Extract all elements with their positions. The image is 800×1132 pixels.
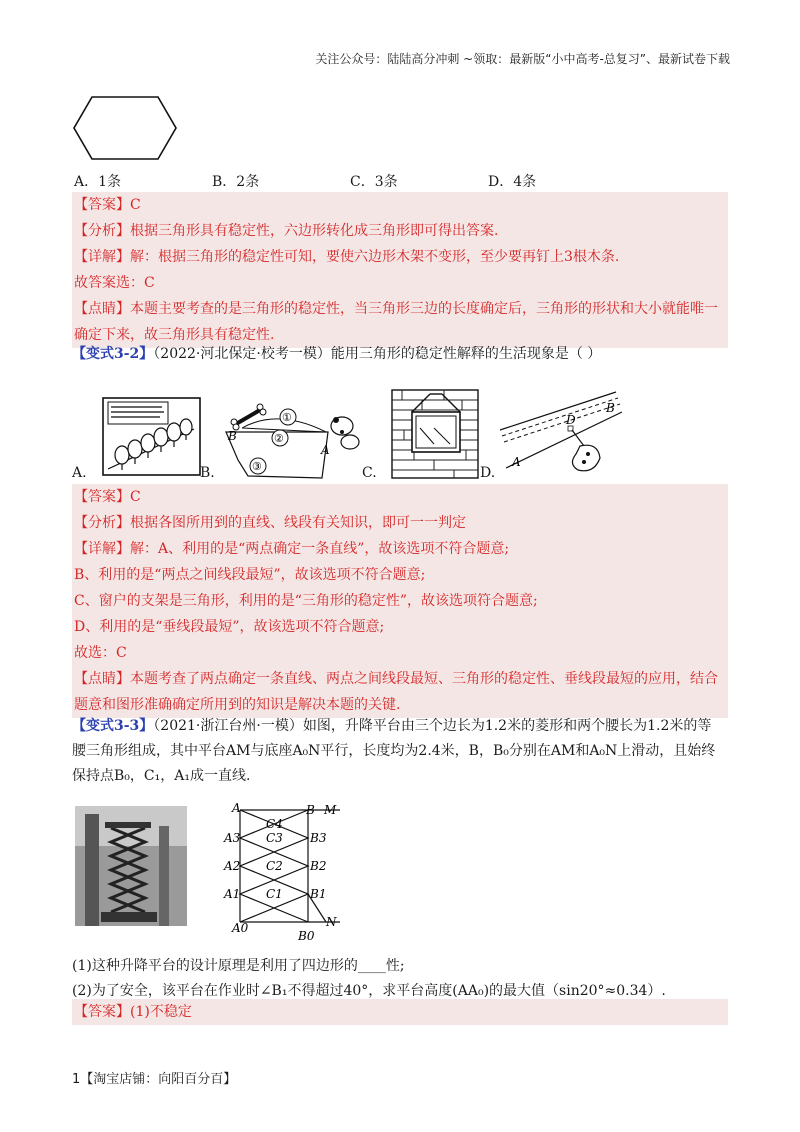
q3-tag: 【变式3-3】 — [72, 718, 154, 734]
option-c: C．3条 — [350, 174, 398, 190]
figure-b-dog-bone — [218, 398, 363, 480]
q3-sub1: (1)这种升降平台的设计原理是利用了四边形的____性; — [72, 958, 405, 974]
option-d: D．4条 — [488, 174, 537, 190]
q3-stem-line-1: （2021·浙江台州·一模）如图，升降平台由三个边长为1.2米的菱形和两个腰长为1.2米的等 — [153, 718, 712, 734]
q1-options — [74, 171, 626, 191]
label-b2: B2 — [310, 859, 327, 873]
answer-line: 【答案】(1)不稳定 — [74, 1004, 192, 1020]
figure-a-trees — [102, 397, 202, 477]
q1-answer-block — [72, 192, 728, 348]
q3-answer-block — [72, 999, 728, 1025]
comment-line: 【点睛】本题主要考查的是三角形的稳定性，当三角形三边的长度确定后，三角形的形状和大小就能唯一 — [74, 301, 718, 317]
q2-label-c: C. — [362, 465, 377, 481]
fig-d-label-d: D — [566, 413, 576, 427]
q2-answer-block — [72, 484, 728, 718]
page-footer: 1【淘宝店铺：向阳百分百】 — [72, 1072, 237, 1087]
label-a: A — [232, 801, 241, 815]
q2-stem-text: （2022·河北保定·校考一模）能用三角形的稳定性解释的生活现象是（ ） — [153, 346, 602, 362]
q2-stem — [72, 342, 732, 367]
label-a3: A3 — [224, 831, 241, 845]
label-a1: A1 — [224, 887, 241, 901]
fig-b-label-3: ③ — [252, 460, 262, 473]
label-c3: C3 — [266, 831, 283, 845]
label-a2: A2 — [224, 859, 241, 873]
comment-line-2: 题意和图形准确确定所用到的知识是解决本题的关键. — [74, 697, 401, 713]
label-b3: B3 — [310, 831, 327, 845]
q3-sub2: (2)为了安全，该平台在作业时∠B₁不得超过40°，求平台高度(AA₀)的最大值（sin20°≈0.34）. — [72, 983, 666, 999]
lift-diagram — [222, 800, 362, 942]
label-b1: B1 — [310, 887, 327, 901]
q3-stem-line-3: 保持点B₀，C₁，A₁成一直线. — [72, 768, 251, 784]
comment-line-2: 确定下来，故三角形具有稳定性. — [74, 327, 275, 343]
fig-d-label-b: B — [606, 401, 615, 415]
q2-tag: 【变式3-2】 — [72, 346, 154, 362]
label-c2: C2 — [266, 859, 283, 873]
lift-photo — [75, 806, 187, 926]
q2-label-d: D. — [480, 465, 496, 481]
q3-stem-line-2: 腰三角形组成，其中平台AM与底座A₀N平行，长度均为2.4米，B，B₀分别在AM和A₀N上滑动，且始终 — [72, 743, 716, 759]
detail-line: 【详解】解：A、利用的是“两点确定一条直线”，故该选项不符合题意; — [74, 541, 510, 557]
q2-label-b: B. — [200, 465, 215, 481]
detail-line: 【详解】解：根据三角形的稳定性可知，要使六边形木架不变形，至少要再钉上3根木条. — [74, 249, 620, 265]
comment-line: 【点睛】本题考查了两点确定一条直线、两点之间线段最短、三角形的稳定性、垂线段最短的应用，结合 — [74, 671, 718, 687]
q3-stem — [72, 714, 732, 789]
answer-line: 【答案】C — [74, 489, 141, 505]
fig-d-label-a: A — [512, 455, 521, 469]
detail-line-b: B、利用的是“两点之间线段最短”，故该选项不符合题意; — [74, 567, 426, 583]
option-a: A．1条 — [74, 174, 122, 190]
fig-b-label-a: A — [321, 443, 330, 457]
label-n: N — [326, 915, 337, 929]
detail-line-c: C、窗户的支架是三角形，利用的是“三角形的稳定性”，故该选项符合题意; — [74, 593, 538, 609]
hexagon-figure — [70, 95, 180, 161]
fig-b-label-2: ② — [274, 432, 284, 445]
fig-b-label-b: B — [228, 429, 237, 443]
label-b0: B0 — [298, 929, 315, 942]
label-c1: C1 — [266, 887, 283, 901]
option-b: B．2条 — [212, 174, 260, 190]
q2-label-a: A. — [72, 465, 87, 481]
figure-d-road — [498, 390, 628, 480]
detail-line-d: D、利用的是“垂线段最短”，故该选项不符合题意; — [74, 619, 385, 635]
conclusion-line: 故答案选：C — [74, 275, 155, 291]
figure-c-window — [390, 388, 480, 480]
conclusion-line: 故选：C — [74, 645, 127, 661]
page-header: 关注公众号：陆陆高分冲刺 ~领取：最新版“小中高考-总复习”、最新试卷下载 — [315, 52, 730, 66]
analysis-line: 【分析】根据三角形具有稳定性，六边形转化成三角形即可得出答案. — [74, 223, 499, 239]
label-a0: A0 — [232, 921, 249, 935]
fig-b-label-1: ① — [282, 411, 292, 424]
analysis-line: 【分析】根据各图所用到的直线、线段有关知识，即可一一判定 — [74, 515, 466, 531]
label-b: B — [306, 803, 315, 817]
label-m: M — [324, 803, 337, 817]
answer-line: 【答案】C — [74, 197, 141, 213]
label-c4: C4 — [266, 817, 283, 831]
